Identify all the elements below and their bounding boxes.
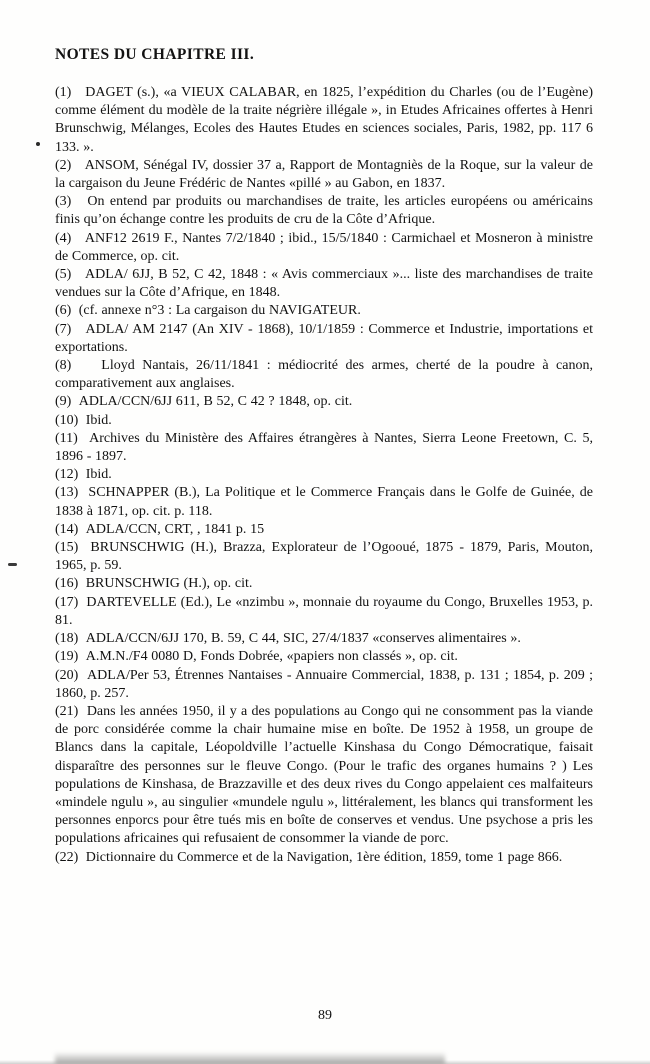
note-item: (18) ADLA/CCN/6JJ 170, B. 59, C 44, SIC, 27/4/1837 «conserves alimentaires ». — [55, 631, 521, 647]
note-item: (4) ANF12 2619 F., Nantes 7/2/1840 ; ibid., 15/5/1840 : Carmichael et Mosneron à ministre de Commerce, op. cit. — [55, 230, 593, 264]
note-item: (17) DARTEVELLE (Ed.), Le «nzimbu », monnaie du royaume du Congo, Bruxelles 1953, p. 81. — [55, 594, 593, 628]
page-title: NOTES DU CHAPITRE III. — [55, 46, 255, 63]
note-item: (8) Lloyd Nantais, 26/11/1841 : médiocrité des armes, cherté de la poudre à canon, comparativement aux anglaises. — [55, 358, 593, 392]
note-item: (16) BRUNSCHWIG (H.), op. cit. — [55, 576, 253, 592]
note-item: (21) Dans les années 1950, il y a des populations au Congo qui ne consomment pas la viande de porc considérée comme la chair humaine mise en boîte. De 1952 à 1958, un groupe de Blancs dans la capitale, Léopoldville l’actuelle Kinshasa du Congo Démocratique, faisait disparaître des personnes sur le fleuve Congo. (Pour le trafic des organes humains ? ) Les populations de Kinshasa, de Brazzaville et des deux rives du Congo appelaient ces malfaiteurs «mindele ngulu », au singulier «mundele ngulu », littéralement, les blancs qui transforment les personnes enporcs pour être tués mis en boîte de conserves et vendus. Une psychose a pris les populations africaines qui refusaient de consommer la viande de porc. — [55, 703, 593, 847]
note-item: (11) Archives du Ministère des Affaires étrangères à Nantes, Sierra Leone Freetown, C. 5, 1896 - 1897. — [55, 430, 593, 465]
scan-edge — [0, 1060, 650, 1064]
notes-list — [55, 84, 593, 867]
scan-speck-icon — [8, 563, 17, 566]
scan-speck-icon — [36, 142, 40, 146]
note-item: (7) ADLA/ AM 2147 (An XIV - 1868), 10/1/1859 : Commerce et Industrie, importations et exportations. — [55, 321, 593, 355]
note-item: (20) ADLA/Per 53, Étrennes Nantaises - Annuaire Commercial, 1838, p. 131 ; 1854, p. 209 ; 1860, p. 257. — [55, 667, 593, 701]
note-item: (6) (cf. annexe n°3 : La cargaison du NAVIGATEUR. — [55, 303, 361, 319]
note-item: (5) ADLA/ 6JJ, B 52, C 42, 1848 : « Avis commerciaux »... liste des marchandises de traite vendues sur la Côte d’Afrique, en 1848. — [55, 267, 593, 301]
note-item: (2) ANSOM, Sénégal IV, dossier 37 a, Rapport de Montagniès de la Roque, sur la valeur de la cargaison du Jeune Frédéric de Nantes «pillé » au Gabon, en 1837. — [55, 157, 593, 192]
note-item: (10) Ibid. — [55, 412, 112, 428]
note-item: (9) ADLA/CCN/6JJ 611, B 52, C 42 ? 1848, op. cit. — [55, 394, 353, 410]
note-item: (22) Dictionnaire du Commerce et de la Navigation, 1ère édition, 1859, tome 1 page 866. — [55, 849, 563, 865]
note-item: (13) SCHNAPPER (B.), La Politique et le Commerce Français dans le Golfe de Guinée, de 1838 à 1871, op. cit. p. 118. — [55, 485, 593, 519]
page-number: 89 — [318, 1008, 332, 1023]
note-item: (19) A.M.N./F4 0080 D, Fonds Dobrée, «papiers non classés », op. cit. — [55, 649, 458, 665]
note-item: (3) On entend par produits ou marchandises de traite, les articles européens ou américains finis qu’on échange contre les produits de cru de la Côte d’Afrique. — [55, 194, 593, 228]
note-item: (1) DAGET (s.), «a VIEUX CALABAR, en 1825, l’expédition du Charles (ou de l’Eugène) comme élément du modèle de la traite négrière illégale », in Etudes Africaines offertes à Henri Brunschwig, Mélanges, Ecoles des Hautes Etudes en sciences sociales, Paris, 1982, pp. 117 6 133. ». — [55, 85, 593, 155]
note-item: (12) Ibid. — [55, 467, 112, 483]
note-item: (15) BRUNSCHWIG (H.), Brazza, Explorateur de l’Ogooué, 1875 - 1879, Paris, Mouton, 1965, p. 59. — [55, 540, 593, 574]
note-item: (14) ADLA/CCN, CRT, , 1841 p. 15 — [55, 521, 265, 537]
